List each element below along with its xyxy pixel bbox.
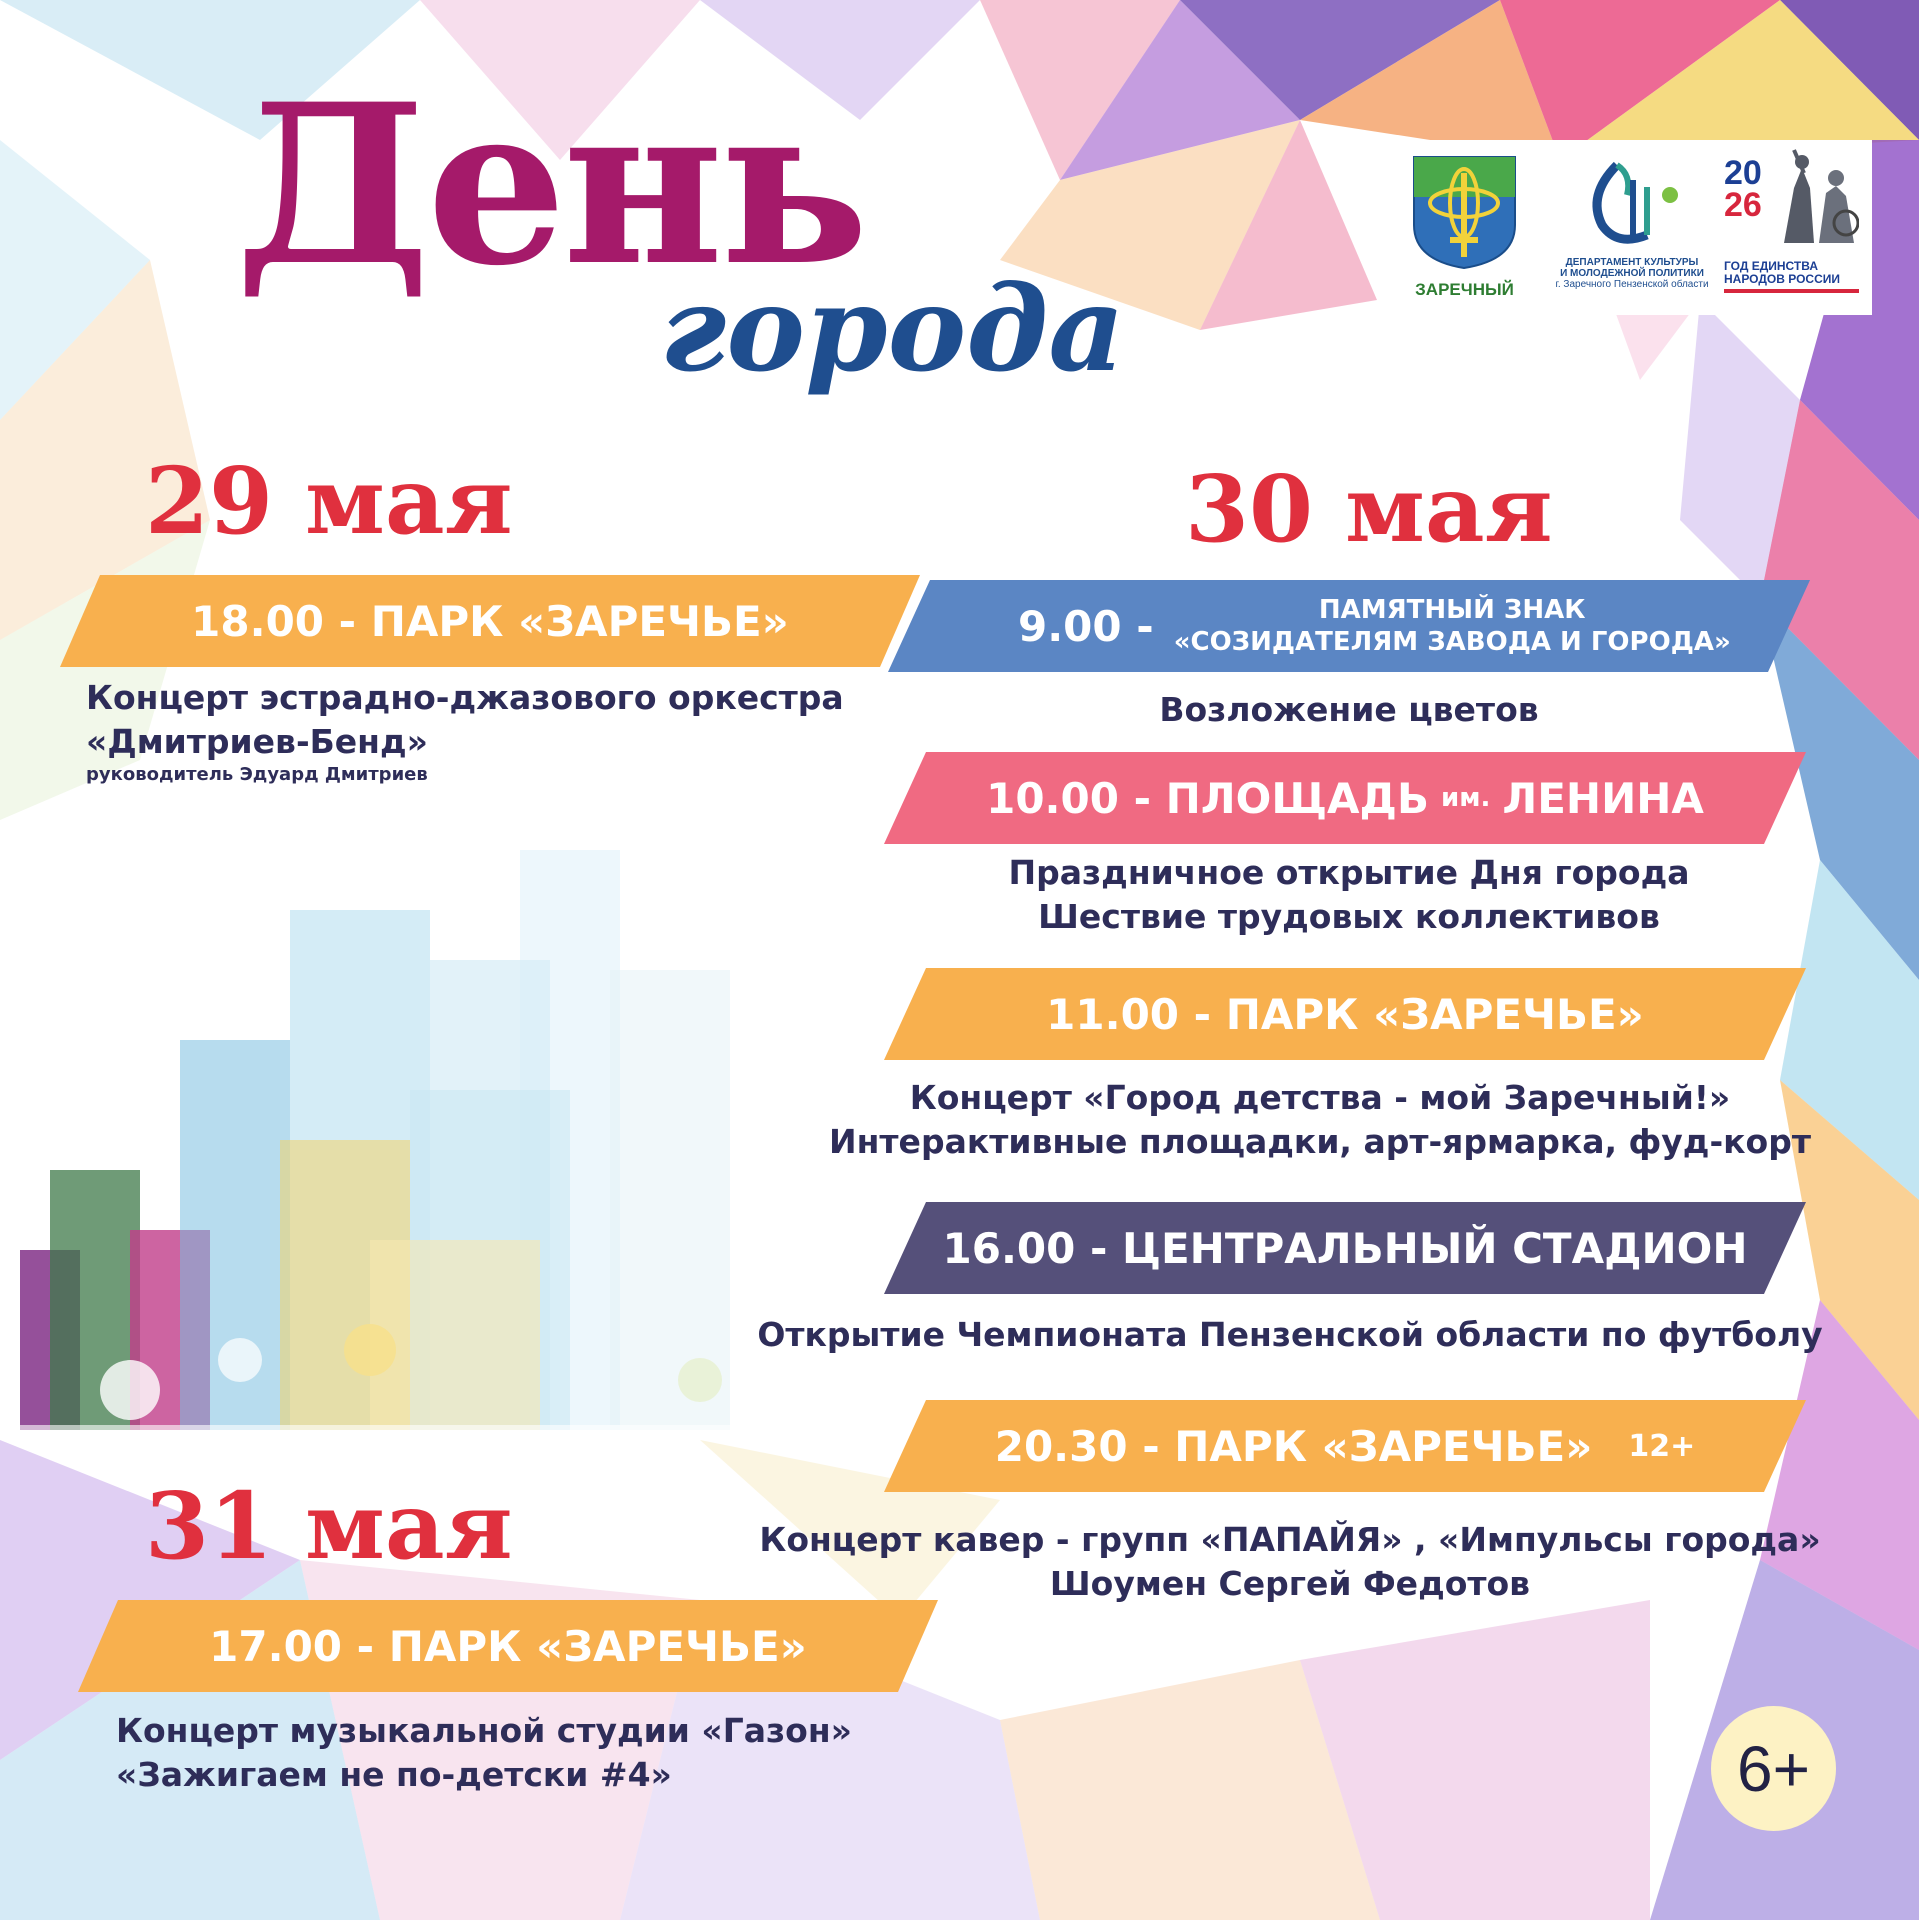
page-subtitle: города bbox=[660, 259, 1125, 398]
event-description-30-5 bbox=[730, 1518, 1850, 1606]
event-line: Концерт кавер - групп «ПАПАЙЯ» , «Импульсы города» bbox=[759, 1520, 1821, 1559]
event-line: Шествие трудовых коллективов bbox=[1038, 897, 1660, 936]
date-30-may: 30 мая bbox=[1185, 455, 1553, 563]
event-line: Концерт эстрадно-джазового оркестра bbox=[86, 678, 844, 717]
event-description-30-3 bbox=[820, 1076, 1820, 1164]
event-note: руководитель Эдуард Дмитриев bbox=[86, 764, 428, 785]
banner-31-17-00 bbox=[78, 1600, 938, 1692]
event-description-30-2 bbox=[888, 851, 1810, 939]
banner-30-11-00 bbox=[884, 968, 1806, 1060]
banner-time-place: 10.00 - ПЛОЩАДЬ bbox=[986, 773, 1429, 823]
event-line: Возложение цветов bbox=[1159, 690, 1539, 729]
event-description-30-4 bbox=[730, 1313, 1850, 1357]
department-caption-line-1: ДЕПАРТАМЕНТ КУЛЬТУРЫ bbox=[1565, 257, 1699, 268]
event-line: Открытие Чемпионата Пензенской области по футболу bbox=[757, 1315, 1823, 1354]
event-line: Концерт «Город детства - мой Заречный!» bbox=[909, 1078, 1731, 1117]
banner-place-line: «СОЗИДАТЕЛЯМ ЗАВОДА И ГОРОДА» bbox=[1173, 627, 1731, 657]
event-description-29 bbox=[86, 676, 844, 786]
department-caption-line-2: И МОЛОДЕЖНОЙ ПОЛИТИКИ bbox=[1560, 268, 1704, 279]
monument-icon bbox=[1774, 148, 1859, 248]
banner-30-9-00 bbox=[888, 580, 1810, 672]
year-logo-line-1: ГОД ЕДИНСТВА bbox=[1724, 259, 1818, 273]
banner-time-place: 18.00 - ПАРК «ЗАРЕЧЬЕ» bbox=[191, 596, 789, 646]
year-logo-underline bbox=[1724, 289, 1859, 293]
logos-panel bbox=[1377, 140, 1872, 315]
department-caption bbox=[1542, 257, 1722, 290]
page-title: День bbox=[235, 55, 865, 314]
banner-abbrev: им. bbox=[1440, 783, 1491, 813]
event-line: Концерт музыкальной студии «Газон» bbox=[116, 1711, 852, 1750]
banner-29-18-00 bbox=[60, 575, 920, 667]
event-line: «Дмитриев-Бенд» bbox=[86, 722, 428, 761]
date-29-may: 29 мая bbox=[145, 447, 513, 555]
event-line: Шоумен Сергей Федотов bbox=[1049, 1564, 1531, 1603]
event-line: Праздничное открытие Дня города bbox=[1008, 853, 1690, 892]
banner-30-16-00 bbox=[884, 1202, 1806, 1294]
banner-place-name: ЛЕНИНА bbox=[1502, 773, 1704, 823]
banner-30-20-30 bbox=[884, 1400, 1806, 1492]
date-31-may: 31 мая bbox=[145, 1472, 513, 1580]
year-logo-line-2: НАРОДОВ РОССИИ bbox=[1724, 272, 1840, 286]
event-description-31 bbox=[116, 1709, 852, 1797]
year-of-unity-logo bbox=[1724, 148, 1859, 308]
city-skyline-illustration bbox=[10, 840, 770, 1440]
banner-place bbox=[1174, 594, 1731, 658]
banner-time-place: 11.00 - ПАРК «ЗАРЕЧЬЕ» bbox=[1046, 989, 1644, 1039]
coat-of-arms-icon bbox=[1412, 155, 1517, 270]
age-limit-badge: 12+ bbox=[1628, 1428, 1696, 1464]
banner-place-line: ПАМЯТНЫЙ ЗНАК bbox=[1318, 595, 1586, 625]
banner-time-place: 17.00 - ПАРК «ЗАРЕЧЬЕ» bbox=[209, 1621, 807, 1671]
year-bottom: 26 bbox=[1724, 186, 1762, 224]
banner-30-10-00 bbox=[884, 752, 1806, 844]
banner-time: 9.00 - bbox=[1018, 601, 1154, 651]
department-logo-icon bbox=[1572, 155, 1692, 250]
coat-of-arms-caption: ЗАРЕЧНЫЙ bbox=[1415, 280, 1514, 299]
age-rating-badge: 6+ bbox=[1711, 1706, 1836, 1831]
year-top: 20 bbox=[1724, 154, 1762, 192]
banner-time-place: 20.30 - ПАРК «ЗАРЕЧЬЕ» bbox=[994, 1421, 1593, 1471]
banner-time-place: 16.00 - ЦЕНТРАЛЬНЫЙ СТАДИОН bbox=[942, 1223, 1748, 1273]
department-caption-line-3: г. Заречного Пензенской области bbox=[1555, 279, 1709, 290]
event-line: Интерактивные площадки, арт-ярмарка, фуд-корт bbox=[829, 1122, 1811, 1161]
event-description-30-1 bbox=[888, 688, 1810, 732]
event-line: «Зажигаем не по-детски #4» bbox=[116, 1755, 672, 1794]
